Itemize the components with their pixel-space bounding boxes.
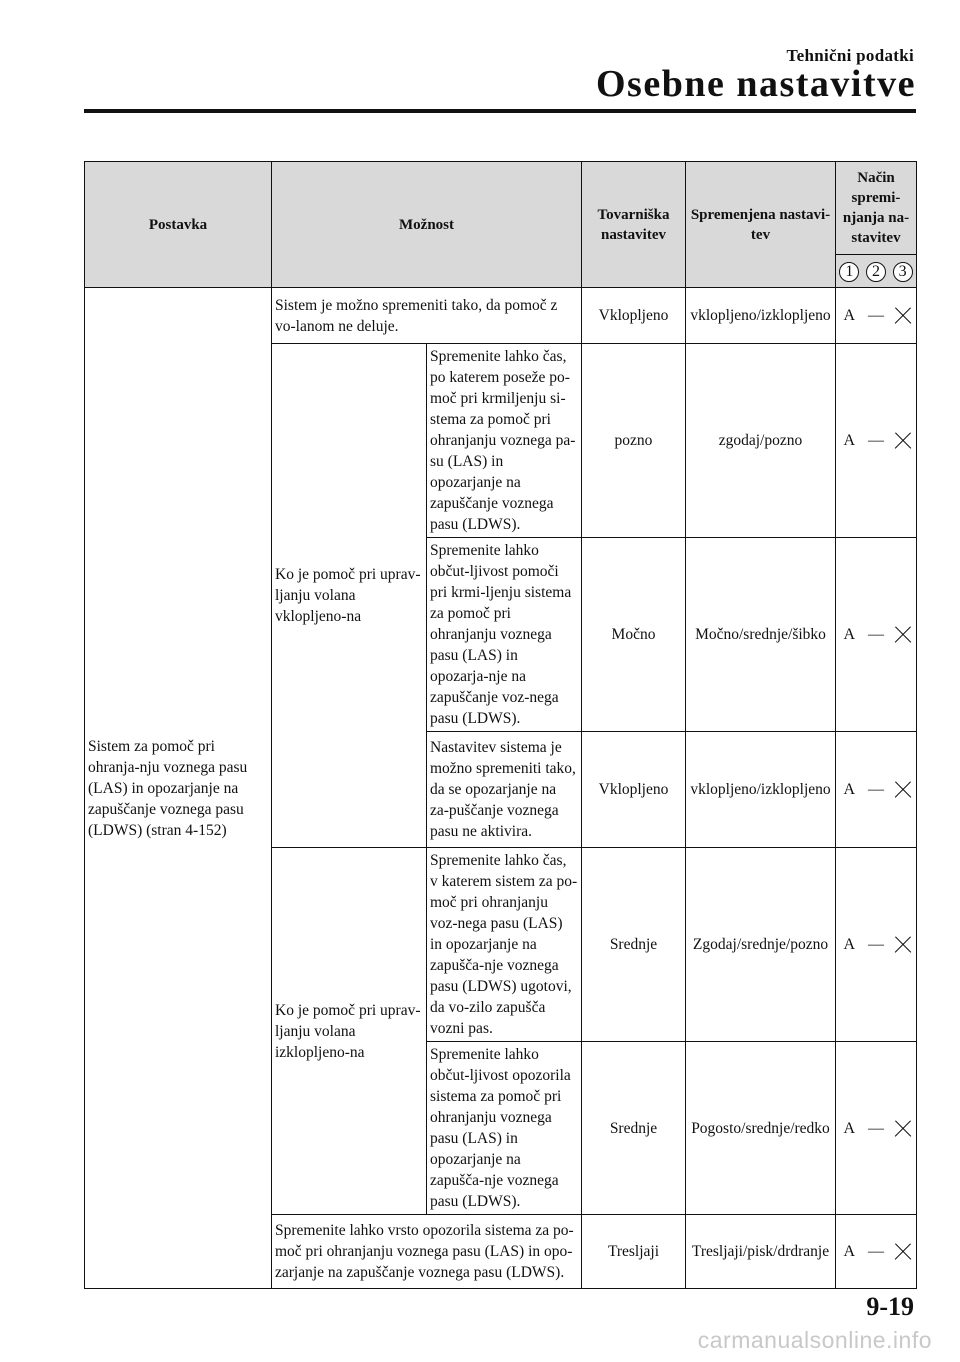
- method-cell: A —: [836, 344, 917, 538]
- col-header-method: Način spremi-njanja na-stavitev: [836, 162, 917, 255]
- header-divider: [84, 109, 916, 113]
- page-number: 9-19: [866, 1292, 914, 1321]
- factory-cell: Srednje: [582, 848, 686, 1042]
- method-cell: A —: [836, 1042, 917, 1215]
- option-cell: Spremenite lahko občut-ljivost opozorila sistema za pomoč pri ohranjanju voznega pasu (LAS) in opozarjanje na zapušča-nje voznega pasu (LDWS).: [427, 1042, 582, 1215]
- factory-cell: Vklopljeno: [582, 732, 686, 848]
- method-cell: A —: [836, 1215, 917, 1289]
- option-cell: Spremenite lahko vrsto opozorila sistema za po-moč pri ohranjanju voznega pasu (LAS) in opo-zarjanje na zapuščanje voznega pasu (LDWS).: [272, 1215, 582, 1289]
- factory-cell: Vklopljeno: [582, 288, 686, 344]
- changed-cell: Tresljaji/pisk/drdranje: [686, 1215, 836, 1289]
- mark-1-icon: 1: [839, 262, 859, 282]
- factory-cell: Srednje: [582, 1042, 686, 1215]
- changed-cell: vklopljeno/izklopljeno: [686, 288, 836, 344]
- col-header-option: Možnost: [272, 162, 582, 288]
- section-subtitle: Tehnični podatki: [786, 46, 914, 65]
- item-cell: Sistem za pomoč pri ohranja-nju voznega pasu (LAS) in opozarjanje na zapuščanje voznega pasu (LDWS) (stran 4-152): [85, 288, 272, 1289]
- cross-icon: [894, 1243, 912, 1261]
- page-title: Osebne nastavitve: [596, 63, 916, 105]
- method-cell: A —: [836, 538, 917, 732]
- option-cell: Spremenite lahko čas, v katerem sistem za po-moč pri ohranjanju voz-nega pasu (LAS) in opozarjanje na zapušča-nje voznega pasu (LDWS) ugotovi, da vo-zilo zapušča vozni pas.: [427, 848, 582, 1042]
- table-row: [85, 288, 917, 344]
- changed-cell: Zgodaj/srednje/pozno: [686, 848, 836, 1042]
- col-header-factory: Tovarniška nastavitev: [582, 162, 686, 288]
- method-cell: A —: [836, 848, 917, 1042]
- group-cell-on: Ko je pomoč pri uprav-ljanju volana vklopljeno-na: [272, 344, 427, 848]
- col-header-changed: Spremenjena nastavi-tev: [686, 162, 836, 288]
- settings-table: [84, 161, 917, 1289]
- changed-cell: Močno/srednje/šibko: [686, 538, 836, 732]
- factory-cell: Tresljaji: [582, 1215, 686, 1289]
- cross-icon: [894, 307, 912, 325]
- cross-icon: [894, 1120, 912, 1138]
- mark-2-icon: 2: [866, 262, 886, 282]
- option-cell: Spremenite lahko občut-ljivost pomoči pri krmi-ljenju sistema za pomoč pri ohranjanju voznega pasu (LAS) in opozarja-nje na zapuščanje voz-nega pasu (LDWS).: [427, 538, 582, 732]
- watermark: carmanualsonline.info: [697, 1327, 932, 1353]
- cross-icon: [894, 626, 912, 644]
- method-marks: [836, 255, 917, 288]
- cross-icon: [894, 781, 912, 799]
- option-cell: Nastavitev sistema je možno spremeniti tako, da se opozarjanje na za-puščanje voznega pasu ne aktivira.: [427, 732, 582, 848]
- option-cell: Spremenite lahko čas, po katerem poseže po-moč pri krmiljenju si-stema za pomoč pri ohranjanju voznega pa-su (LAS) in opozarjanje na zapuščanje voznega pasu (LDWS).: [427, 344, 582, 538]
- option-cell: Sistem je možno spremeniti tako, da pomoč z vo-lanom ne deluje.: [272, 288, 582, 344]
- factory-cell: pozno: [582, 344, 686, 538]
- cross-icon: [894, 936, 912, 954]
- method-cell: A —: [836, 288, 917, 344]
- mark-3-icon: 3: [893, 262, 913, 282]
- changed-cell: zgodaj/pozno: [686, 344, 836, 538]
- changed-cell: vklopljeno/izklopljeno: [686, 732, 836, 848]
- group-cell-off: Ko je pomoč pri uprav-ljanju volana izklopljeno-na: [272, 848, 427, 1215]
- factory-cell: Močno: [582, 538, 686, 732]
- col-header-item: Postavka: [85, 162, 272, 288]
- cross-icon: [894, 432, 912, 450]
- changed-cell: Pogosto/srednje/redko: [686, 1042, 836, 1215]
- method-cell: A —: [836, 732, 917, 848]
